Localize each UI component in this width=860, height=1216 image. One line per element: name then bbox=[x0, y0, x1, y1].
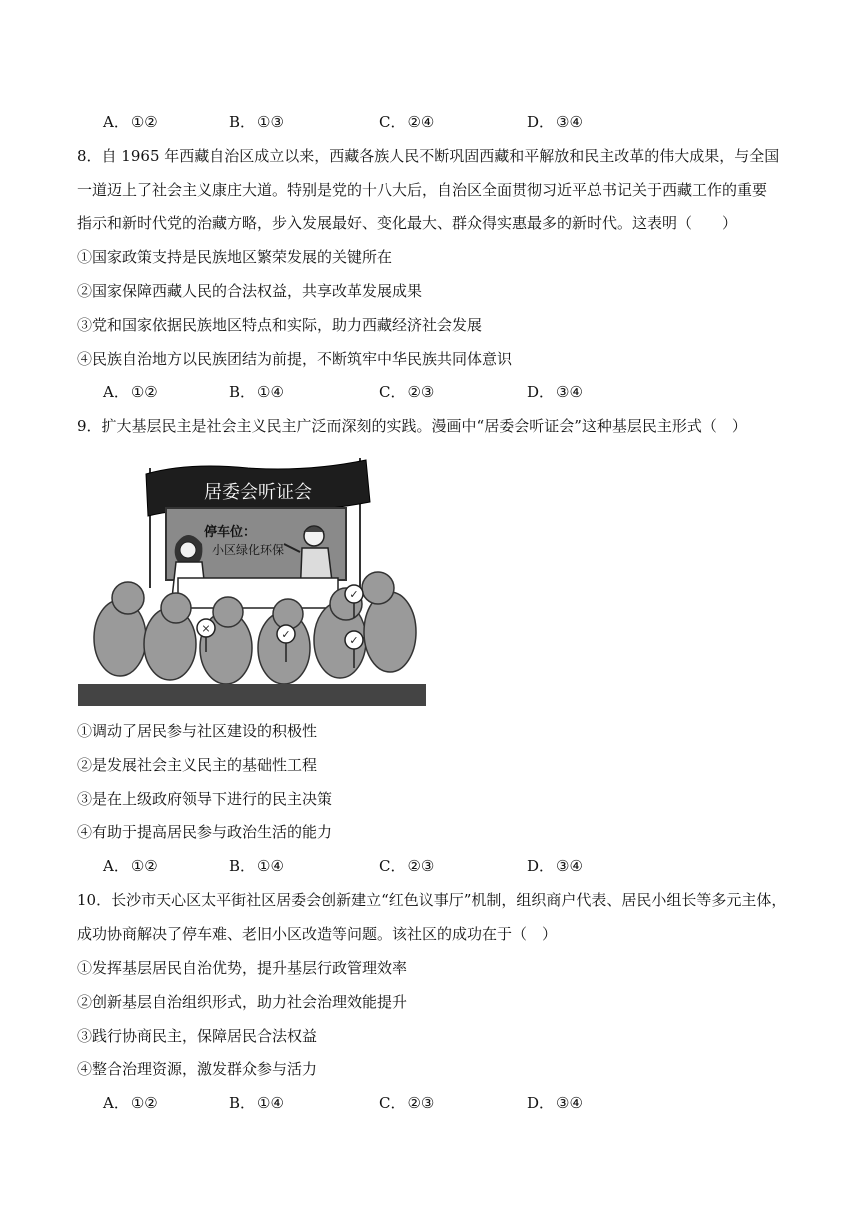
option-c: C． ②③ bbox=[379, 1094, 435, 1112]
svg-text:✓: ✓ bbox=[349, 634, 359, 647]
q10-statement-4: ④整合治理资源，激发群众参与活力 bbox=[77, 1060, 318, 1078]
q9-statement-3: ③是在上级政府领导下进行的民主决策 bbox=[77, 790, 333, 808]
option-d: D． ③④ bbox=[527, 1094, 583, 1112]
svg-text:✓: ✓ bbox=[349, 588, 359, 601]
board-text: 小区绿化环保 bbox=[212, 543, 285, 557]
q10-stem-line-2: 成功协商解决了停车难、老旧小区改造等问题。该社区的成功在于（ ） bbox=[77, 925, 558, 943]
hearing-cartoon bbox=[78, 448, 426, 706]
q10-statement-2: ②创新基层自治组织形式，助力社会治理效能提升 bbox=[77, 993, 408, 1011]
q10-stem-line-1: 10．长沙市天心区太平街社区居委会创新建立“红色议事厅”机制，组织商户代表、居民小组长等多元主体， bbox=[77, 891, 787, 909]
option-c: C． ②③ bbox=[379, 857, 435, 875]
option-c: C． ②④ bbox=[379, 113, 435, 131]
svg-text:✓: ✓ bbox=[281, 628, 291, 641]
option-a: A． ①② bbox=[103, 1094, 158, 1112]
svg-text:×: × bbox=[201, 622, 211, 635]
q8-statement-1: ①国家政策支持是民族地区繁荣发展的关键所在 bbox=[77, 248, 393, 266]
q9-statement-4: ④有助于提高居民参与政治生活的能力 bbox=[77, 823, 333, 841]
q8-statement-3: ③党和国家依据民族地区特点和实际，助力西藏经济社会发展 bbox=[77, 316, 483, 334]
option-b: B． ①④ bbox=[229, 857, 284, 875]
q10-statement-3: ③践行协商民主，保障居民合法权益 bbox=[77, 1027, 318, 1045]
q9-statement-1: ①调动了居民参与社区建设的积极性 bbox=[77, 722, 318, 740]
option-a: A． ①② bbox=[103, 857, 158, 875]
option-b: B． ①④ bbox=[229, 383, 284, 401]
option-c: C． ②③ bbox=[379, 383, 435, 401]
option-a: A． ①② bbox=[103, 113, 158, 131]
option-d: D． ③④ bbox=[527, 113, 583, 131]
option-d: D． ③④ bbox=[527, 857, 583, 875]
option-b: B． ①④ bbox=[229, 1094, 284, 1112]
q10-statement-1: ①发挥基层居民自治优势，提升基层行政管理效率 bbox=[77, 959, 408, 977]
q9-stem: 9．扩大基层民主是社会主义民主广泛而深刻的实践。漫画中“居委会听证会”这种基层民主形式（ ） bbox=[77, 417, 747, 435]
q8-statement-4: ④民族自治地方以民族团结为前提，不断筑牢中华民族共同体意识 bbox=[77, 350, 513, 368]
banner-text: 居委会听证会 bbox=[204, 482, 312, 503]
q8-stem-line-3: 指示和新时代党的治藏方略，步入发展最好、变化最大、群众得实惠最多的新时代。这表明（ ） bbox=[77, 214, 738, 232]
q8-stem-line-2: 一道迈上了社会主义康庄大道。特别是党的十八大后，自治区全面贯彻习近平总书记关于西藏工作的重要 bbox=[77, 181, 768, 199]
q9-statement-2: ②是发展社会主义民主的基础性工程 bbox=[77, 756, 318, 774]
option-b: B． ①③ bbox=[229, 113, 284, 131]
option-d: D． ③④ bbox=[527, 383, 583, 401]
option-a: A． ①② bbox=[103, 383, 158, 401]
q8-stem-line-1: 8．自 1965 年西藏自治区成立以来，西藏各族人民不断巩固西藏和平解放和民主改革的伟大成果，与全国 bbox=[77, 147, 780, 165]
q8-statement-2: ②国家保障西藏人民的合法权益，共享改革发展成果 bbox=[77, 282, 423, 300]
board-title: 停车位： bbox=[204, 525, 257, 540]
